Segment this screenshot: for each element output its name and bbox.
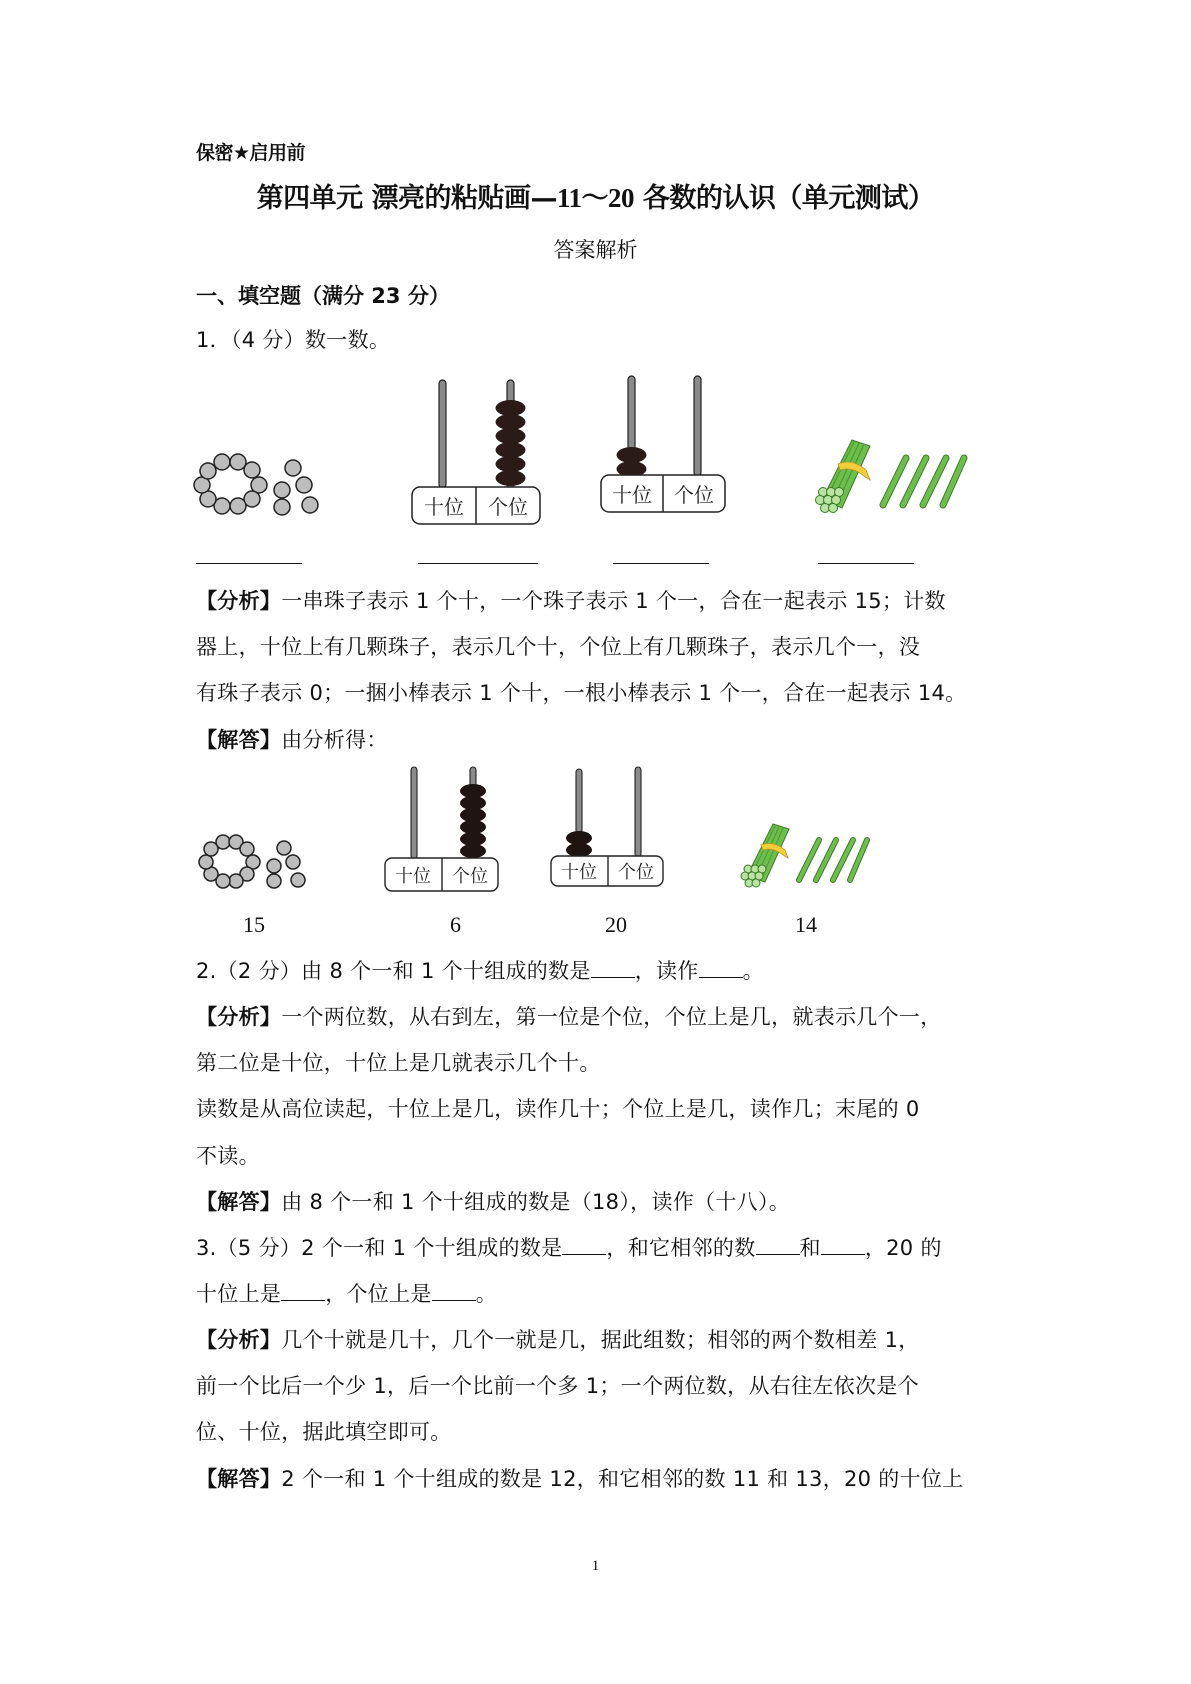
q1-answer-4: 14 bbox=[795, 912, 817, 937]
tens-label: 十位 bbox=[424, 495, 464, 519]
q2-blank-reading[interactable] bbox=[699, 959, 743, 978]
solution-text: 2 个一和 1 个十组成的数是 12，和它相邻的数 11 和 13，20 的十位上 bbox=[281, 1467, 964, 1491]
q2-analysis-line-2: 第二位是十位，十位上是几就表示几个十。 bbox=[196, 1051, 601, 1075]
q3-prompt-c: 和 bbox=[799, 1236, 821, 1260]
beads-figure bbox=[190, 440, 330, 520]
q1-analysis-line-1 bbox=[196, 585, 946, 615]
abacus-solution-20 bbox=[548, 766, 668, 888]
q1-answer-1: 15 bbox=[243, 912, 265, 937]
solution-text: 由 8 个一和 1 个十组成的数是（18），读作（十八）。 bbox=[281, 1190, 791, 1214]
title-suffix: 各数的认识（单元测试） bbox=[634, 183, 935, 214]
solution-tag: 【解答】 bbox=[196, 1467, 282, 1491]
q1-prompt: 1．（4 分）数一数。 bbox=[196, 328, 391, 352]
analysis-text: 一串珠子表示 1 个十，一个珠子表示 1 个一，合在一起表示 15；计数 bbox=[281, 589, 946, 613]
analysis-tag: 【分析】 bbox=[196, 1005, 282, 1029]
q3-solution-line bbox=[196, 1463, 964, 1493]
q3-prompt-f: ，个位上是 bbox=[325, 1282, 432, 1306]
sticks-figure bbox=[808, 430, 968, 520]
q2-prompt-b: ，读作 bbox=[634, 959, 699, 983]
q3-blank-tens[interactable] bbox=[281, 1282, 325, 1301]
q3-blank-prev[interactable] bbox=[756, 1236, 800, 1255]
abacus-figure-20 bbox=[598, 372, 728, 517]
analysis-text: 一个两位数，从右到左，第一位是个位，个位上是几，就表示几个一， bbox=[281, 1005, 942, 1029]
q1-analysis-line-3: 有珠子表示 0；一捆小棒表示 1 个十，一根小棒表示 1 个一，合在一起表示 14。 bbox=[196, 681, 967, 705]
q2-analysis-line-3: 读数是从高位读起，十位上是几，读作几十；个位上是几，读作几；末尾的 0 bbox=[196, 1097, 920, 1121]
q3-analysis-line-3: 位、十位，据此填空即可。 bbox=[196, 1420, 452, 1444]
q1-answer-2: 6 bbox=[450, 912, 461, 937]
sticks-figure-solution bbox=[735, 816, 870, 892]
abacus-figure-6 bbox=[408, 375, 548, 525]
analysis-tag: 【分析】 bbox=[196, 589, 282, 613]
q2-solution-line bbox=[196, 1186, 790, 1216]
page-title bbox=[0, 176, 1191, 215]
title-range: 11～20 bbox=[556, 183, 634, 213]
confidential-label: 保密★启用前 bbox=[196, 142, 306, 164]
q2-analysis-line-4: 不读。 bbox=[196, 1144, 260, 1168]
q2-analysis-line-1 bbox=[196, 1001, 942, 1031]
q3-prompt-g: 。 bbox=[475, 1282, 498, 1306]
solution-tag: 【解答】 bbox=[196, 728, 282, 752]
section-title: 一、填空题（满分 23 分） bbox=[196, 284, 450, 308]
q3-prompt-a: 3.（5 分）2 个一和 1 个十组成的数是 bbox=[196, 1236, 563, 1260]
q3-blank-number[interactable] bbox=[562, 1236, 606, 1255]
q1-answer-blank-2[interactable] bbox=[418, 563, 538, 564]
q1-solution-line bbox=[196, 724, 388, 754]
q3-prompt-e: 十位上是 bbox=[196, 1282, 282, 1306]
q3-analysis-line-2: 前一个比后一个少 1，后一个比前一个多 1；一个两位数，从右往左依次是个 bbox=[196, 1374, 919, 1398]
q3-analysis-line-1 bbox=[196, 1324, 920, 1354]
tens-label: 十位 bbox=[561, 862, 597, 883]
tens-label: 十位 bbox=[612, 483, 652, 507]
q2-blank-number[interactable] bbox=[591, 959, 635, 978]
solution-text: 由分析得： bbox=[281, 728, 388, 752]
analysis-text: 几个十就是几十，几个一就是几，据此组数；相邻的两个数相差 1， bbox=[281, 1328, 920, 1352]
q3-prompt-b: ，和它相邻的数 bbox=[606, 1236, 756, 1260]
page-subtitle: 答案解析 bbox=[553, 238, 638, 262]
title-prefix: 第四单元 漂亮的粘贴画— bbox=[256, 183, 557, 214]
q1-analysis-line-2: 器上，十位上有几颗珠子，表示几个十，个位上有几颗珠子，表示几个一，没 bbox=[196, 635, 921, 659]
ones-label: 个位 bbox=[452, 866, 488, 887]
analysis-tag: 【分析】 bbox=[196, 1328, 282, 1352]
q3-blank-next[interactable] bbox=[821, 1236, 865, 1255]
q1-answer-3: 20 bbox=[605, 912, 627, 937]
q1-answer-blank-1[interactable] bbox=[196, 563, 302, 564]
solution-tag: 【解答】 bbox=[196, 1190, 282, 1214]
q3-prompt-line-2 bbox=[196, 1278, 497, 1308]
page-number: 1 bbox=[591, 1558, 600, 1574]
abacus-solution-6 bbox=[382, 762, 502, 894]
beads-figure-solution bbox=[196, 830, 316, 900]
q3-blank-ones[interactable] bbox=[432, 1282, 476, 1301]
tens-label: 十位 bbox=[395, 866, 431, 887]
q1-answer-blank-3[interactable] bbox=[613, 563, 709, 564]
q2-prompt bbox=[196, 955, 764, 985]
q3-prompt-d: ，20 的 bbox=[864, 1236, 942, 1260]
ones-label: 个位 bbox=[674, 483, 714, 507]
q2-prompt-a: 2.（2 分）由 8 个一和 1 个十组成的数是 bbox=[196, 959, 591, 983]
q3-prompt-line-1 bbox=[196, 1232, 942, 1262]
ones-label: 个位 bbox=[618, 862, 654, 883]
q2-prompt-c: 。 bbox=[742, 959, 764, 983]
q1-answer-blank-4[interactable] bbox=[818, 563, 914, 564]
ones-label: 个位 bbox=[488, 495, 528, 519]
